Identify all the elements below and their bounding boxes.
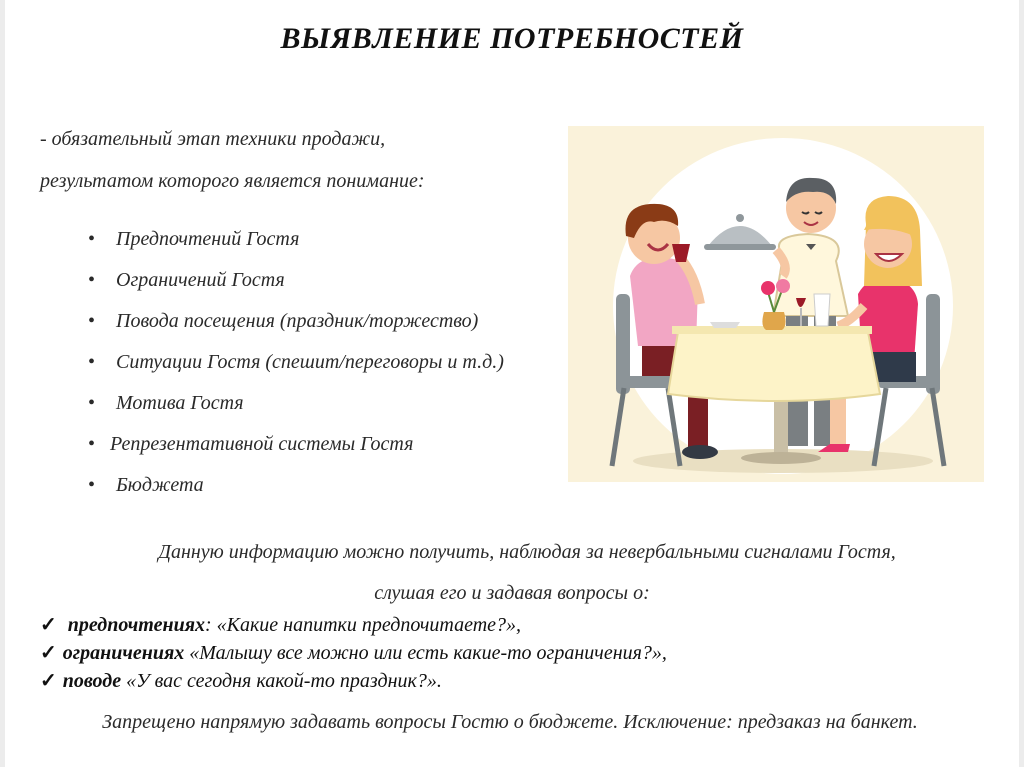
page-title: ВЫЯВЛЕНИЕ ПОТРЕБНОСТЕЙ xyxy=(280,22,744,55)
question-term: предпочтениях xyxy=(67,614,205,636)
bullet-icon: • xyxy=(88,433,96,455)
checkmark-icon: ✓ xyxy=(40,642,57,664)
question-term: поводе xyxy=(62,670,122,692)
info-line-2: слушая его и задавая вопросы о: xyxy=(374,582,650,604)
checkmark-icon: ✓ xyxy=(40,614,57,636)
restaurant-illustration xyxy=(568,126,984,482)
list-item: • Повода посещения (праздник/торжество) xyxy=(88,310,479,332)
intro-line-2: результатом которого является понимание: xyxy=(40,170,425,192)
list-item: • Мотива Гостя xyxy=(88,392,244,414)
question-text: «Какие напитки предпочитаете?», xyxy=(216,614,522,636)
list-item: • Репрезентативной системы Гостя xyxy=(88,433,414,455)
question-item-occasion xyxy=(40,668,667,696)
list-item: • Ситуации Гостя (спешит/переговоры и т.д.) xyxy=(88,351,504,373)
checkmark-icon: ✓ xyxy=(40,670,57,692)
footer-note: Запрещено напрямую задавать вопросы Гостю о бюджете. Исключение: предзаказ на банкет. xyxy=(102,711,918,733)
question-item-preferences: ✓ предпочтениях: «Какие напитки предпочитаете?», xyxy=(40,614,522,636)
bullet-icon: • xyxy=(88,310,96,332)
bullet-icon: • xyxy=(88,392,96,414)
list-item: • Ограничений Гостя xyxy=(88,269,285,291)
question-list xyxy=(40,612,667,696)
bullet-icon: • xyxy=(88,351,96,373)
bullet-icon: • xyxy=(88,269,96,291)
intro-line-1: - обязательный этап техники продажи, xyxy=(40,128,386,150)
slide-frame-right xyxy=(1019,0,1024,767)
question-text: «Малышу все можно или есть какие-то ограничения?», xyxy=(189,642,667,664)
bullet-icon: • xyxy=(88,228,96,250)
list-item: • Предпочтений Гостя xyxy=(88,228,300,250)
question-term: ограничениях xyxy=(62,642,185,664)
needs-list xyxy=(88,226,504,513)
question-text: «У вас сегодня какой-то праздник?». xyxy=(126,670,442,692)
question-item-restrictions xyxy=(40,640,667,668)
bullet-icon: • xyxy=(88,474,96,496)
info-line-1: Данную информацию можно получить, наблюдая за невербальными сигналами Гостя, xyxy=(158,541,896,563)
list-item: • Бюджета xyxy=(88,474,204,496)
slide-frame-left xyxy=(0,0,5,767)
